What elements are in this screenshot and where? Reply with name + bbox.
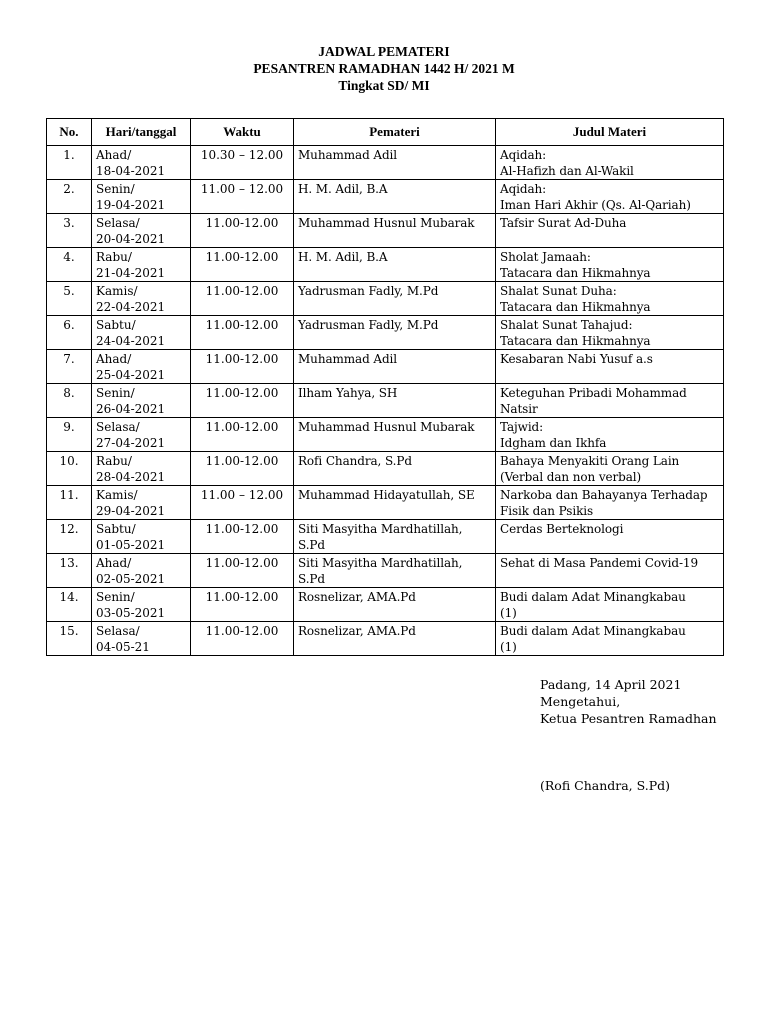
table-row [47,248,724,282]
table-row [47,214,724,248]
cell-hari-tanggal-line: Sabtu/ [96,522,136,536]
cell-judul-materi [496,622,724,656]
cell-hari-tanggal-line: Selasa/ [96,420,140,434]
cell-no: 11. [47,486,92,520]
cell-pemateri [294,180,496,214]
schedule-table-body [47,146,724,656]
cell-judul-materi [496,384,724,418]
cell-waktu: 11.00-12.00 [191,316,294,350]
cell-pemateri-line: Yadrusman Fadly, M.Pd [298,284,439,298]
cell-pemateri-line: Rosnelizar, AMA.Pd [298,590,416,604]
cell-pemateri [294,248,496,282]
cell-no: 3. [47,214,92,248]
cell-pemateri [294,418,496,452]
cell-waktu: 11.00 – 12.00 [191,486,294,520]
cell-judul-materi-line: Kesabaran Nabi Yusuf a.s [500,352,653,366]
signature-place-date: Padang, 14 April 2021 [540,677,682,692]
cell-hari-tanggal-line: 29-04-2021 [96,504,166,518]
cell-judul-materi-line: (1) [500,606,517,620]
cell-hari-tanggal-line: 20-04-2021 [96,232,166,246]
cell-judul-materi [496,248,724,282]
cell-judul-materi-line: Idgham dan Ikhfa [500,436,607,450]
cell-pemateri-line: Rosnelizar, AMA.Pd [298,624,416,638]
cell-hari-tanggal [92,214,191,248]
cell-hari-tanggal-line: 27-04-2021 [96,436,166,450]
cell-judul-materi [496,180,724,214]
cell-no: 15. [47,622,92,656]
cell-no: 1. [47,146,92,180]
document-subtitle: PESANTREN RAMADHAN 1442 H/ 2021 M [253,61,515,76]
table-header-row [47,119,724,146]
cell-hari-tanggal-line: 03-05-2021 [96,606,166,620]
cell-hari-tanggal-line: 02-05-2021 [96,572,166,586]
cell-judul-materi-line: Budi dalam Adat Minangkabau [500,590,686,604]
table-row [47,316,724,350]
cell-hari-tanggal [92,316,191,350]
cell-judul-materi-line: Keteguhan Pribadi Mohammad [500,386,687,400]
cell-judul-materi-line: Budi dalam Adat Minangkabau [500,624,686,638]
cell-pemateri-line: H. M. Adil, B.A [298,182,388,196]
cell-hari-tanggal-line: 21-04-2021 [96,266,166,280]
cell-no: 4. [47,248,92,282]
cell-judul-materi [496,350,724,384]
cell-pemateri-line: Muhammad Husnul Mubarak [298,420,475,434]
cell-judul-materi-line: Al-Hafizh dan Al-Wakil [500,164,634,178]
cell-waktu: 11.00-12.00 [191,588,294,622]
signature-position: Ketua Pesantren Ramadhan [540,711,717,726]
cell-judul-materi-line: Natsir [500,402,538,416]
table-row [47,384,724,418]
cell-hari-tanggal-line: Kamis/ [96,284,138,298]
cell-hari-tanggal [92,486,191,520]
cell-waktu: 11.00 – 12.00 [191,180,294,214]
cell-waktu: 11.00-12.00 [191,384,294,418]
cell-waktu: 11.00-12.00 [191,520,294,554]
cell-no: 5. [47,282,92,316]
cell-hari-tanggal-line: Rabu/ [96,454,132,468]
cell-hari-tanggal [92,248,191,282]
cell-no: 6. [47,316,92,350]
cell-hari-tanggal-line: 18-04-2021 [96,164,166,178]
cell-hari-tanggal [92,146,191,180]
cell-judul-materi-line: Sholat Jamaah: [500,250,591,264]
cell-judul-materi-line: Shalat Sunat Duha: [500,284,617,298]
cell-pemateri [294,282,496,316]
cell-no: 10. [47,452,92,486]
cell-judul-materi [496,452,724,486]
cell-pemateri [294,316,496,350]
cell-judul-materi [496,316,724,350]
cell-judul-materi-line: Shalat Sunat Tahajud: [500,318,633,332]
header-waktu: Waktu [191,119,294,146]
cell-hari-tanggal [92,282,191,316]
cell-pemateri-line: Rofi Chandra, S.Pd [298,454,412,468]
table-row [47,486,724,520]
cell-hari-tanggal [92,180,191,214]
cell-hari-tanggal [92,418,191,452]
cell-hari-tanggal-line: Selasa/ [96,216,140,230]
cell-hari-tanggal-line: 01-05-2021 [96,538,166,552]
cell-hari-tanggal [92,520,191,554]
cell-hari-tanggal-line: 22-04-2021 [96,300,166,314]
schedule-table [46,118,724,656]
header-judul-materi: Judul Materi [496,119,724,146]
signature-space [540,727,717,777]
cell-hari-tanggal [92,554,191,588]
cell-waktu: 11.00-12.00 [191,622,294,656]
cell-waktu: 11.00-12.00 [191,452,294,486]
cell-pemateri [294,588,496,622]
cell-judul-materi [496,588,724,622]
cell-judul-materi [496,146,724,180]
cell-hari-tanggal [92,350,191,384]
cell-hari-tanggal-line: Kamis/ [96,488,138,502]
cell-waktu: 11.00-12.00 [191,554,294,588]
cell-no: 13. [47,554,92,588]
document-title: JADWAL PEMATERI [318,44,450,59]
cell-hari-tanggal-line: 24-04-2021 [96,334,166,348]
cell-hari-tanggal-line: Ahad/ [96,148,132,162]
cell-waktu: 10.30 – 12.00 [191,146,294,180]
cell-hari-tanggal-line: Selasa/ [96,624,140,638]
cell-judul-materi-line: Tatacara dan Hikmahnya [500,334,651,348]
cell-judul-materi-line: Sehat di Masa Pandemi Covid-19 [500,556,699,570]
cell-waktu: 11.00-12.00 [191,214,294,248]
cell-hari-tanggal [92,588,191,622]
cell-pemateri-line: Muhammad Adil [298,352,398,366]
cell-judul-materi [496,554,724,588]
cell-pemateri [294,520,496,554]
cell-no: 9. [47,418,92,452]
cell-pemateri [294,622,496,656]
cell-judul-materi-line: Tatacara dan Hikmahnya [500,300,651,314]
cell-judul-materi-line: Narkoba dan Bahayanya Terhadap [500,488,708,502]
cell-judul-materi [496,486,724,520]
cell-hari-tanggal-line: Senin/ [96,386,135,400]
document-level: Tingkat SD/ MI [338,78,430,93]
table-row [47,622,724,656]
cell-pemateri-line: Siti Masyitha Mardhatillah, [298,522,463,536]
cell-hari-tanggal-line: Senin/ [96,182,135,196]
signature-name: (Rofi Chandra, S.Pd) [540,778,670,793]
table-row [47,282,724,316]
cell-hari-tanggal-line: Ahad/ [96,556,132,570]
cell-judul-materi [496,520,724,554]
header-no: No. [47,119,92,146]
cell-hari-tanggal-line: Senin/ [96,590,135,604]
document-title-block [0,43,768,94]
table-row [47,418,724,452]
table-row [47,350,724,384]
cell-judul-materi [496,418,724,452]
cell-no: 2. [47,180,92,214]
cell-pemateri-line: Muhammad Adil [298,148,398,162]
cell-hari-tanggal-line: 26-04-2021 [96,402,166,416]
cell-hari-tanggal-line: 04-05-21 [96,640,150,654]
cell-no: 8. [47,384,92,418]
cell-pemateri-line: Muhammad Hidayatullah, SE [298,488,475,502]
cell-no: 12. [47,520,92,554]
table-row [47,554,724,588]
cell-hari-tanggal-line: Ahad/ [96,352,132,366]
cell-pemateri-line: Siti Masyitha Mardhatillah, [298,556,463,570]
cell-hari-tanggal-line: 19-04-2021 [96,198,166,212]
header-hari-tanggal: Hari/tanggal [92,119,191,146]
cell-judul-materi-line: Aqidah: [500,182,547,196]
table-row [47,452,724,486]
cell-pemateri-line: Yadrusman Fadly, M.Pd [298,318,439,332]
cell-judul-materi-line: (Verbal dan non verbal) [500,470,642,484]
cell-pemateri-line: S.Pd [298,538,325,552]
cell-hari-tanggal-line: 28-04-2021 [96,470,166,484]
cell-judul-materi-line: Tafsir Surat Ad-Duha [500,216,627,230]
signature-acknowledged: Mengetahui, [540,694,621,709]
table-row [47,588,724,622]
cell-pemateri-line: H. M. Adil, B.A [298,250,388,264]
cell-pemateri [294,384,496,418]
cell-pemateri-line: S.Pd [298,572,325,586]
cell-pemateri [294,350,496,384]
cell-hari-tanggal [92,452,191,486]
cell-hari-tanggal-line: Sabtu/ [96,318,136,332]
cell-pemateri [294,146,496,180]
cell-judul-materi-line: Aqidah: [500,148,547,162]
cell-judul-materi-line: Bahaya Menyakiti Orang Lain [500,454,680,468]
cell-judul-materi [496,282,724,316]
header-pemateri: Pemateri [294,119,496,146]
cell-waktu: 11.00-12.00 [191,248,294,282]
cell-judul-materi-line: Tajwid: [500,420,544,434]
cell-pemateri [294,214,496,248]
cell-waktu: 11.00-12.00 [191,282,294,316]
cell-judul-materi-line: Iman Hari Akhir (Qs. Al-Qariah) [500,198,691,212]
table-row [47,520,724,554]
cell-waktu: 11.00-12.00 [191,418,294,452]
table-row [47,180,724,214]
cell-no: 7. [47,350,92,384]
cell-judul-materi [496,214,724,248]
cell-pemateri [294,486,496,520]
cell-pemateri [294,554,496,588]
cell-judul-materi-line: Cerdas Berteknologi [500,522,624,536]
cell-judul-materi-line: (1) [500,640,517,654]
table-row [47,146,724,180]
cell-judul-materi-line: Fisik dan Psikis [500,504,594,518]
cell-hari-tanggal-line: Rabu/ [96,250,132,264]
cell-pemateri-line: Ilham Yahya, SH [298,386,398,400]
cell-pemateri [294,452,496,486]
cell-hari-tanggal [92,384,191,418]
cell-hari-tanggal-line: 25-04-2021 [96,368,166,382]
cell-pemateri-line: Muhammad Husnul Mubarak [298,216,475,230]
cell-waktu: 11.00-12.00 [191,350,294,384]
cell-no: 14. [47,588,92,622]
signature-block [540,676,717,794]
cell-judul-materi-line: Tatacara dan Hikmahnya [500,266,651,280]
cell-hari-tanggal [92,622,191,656]
